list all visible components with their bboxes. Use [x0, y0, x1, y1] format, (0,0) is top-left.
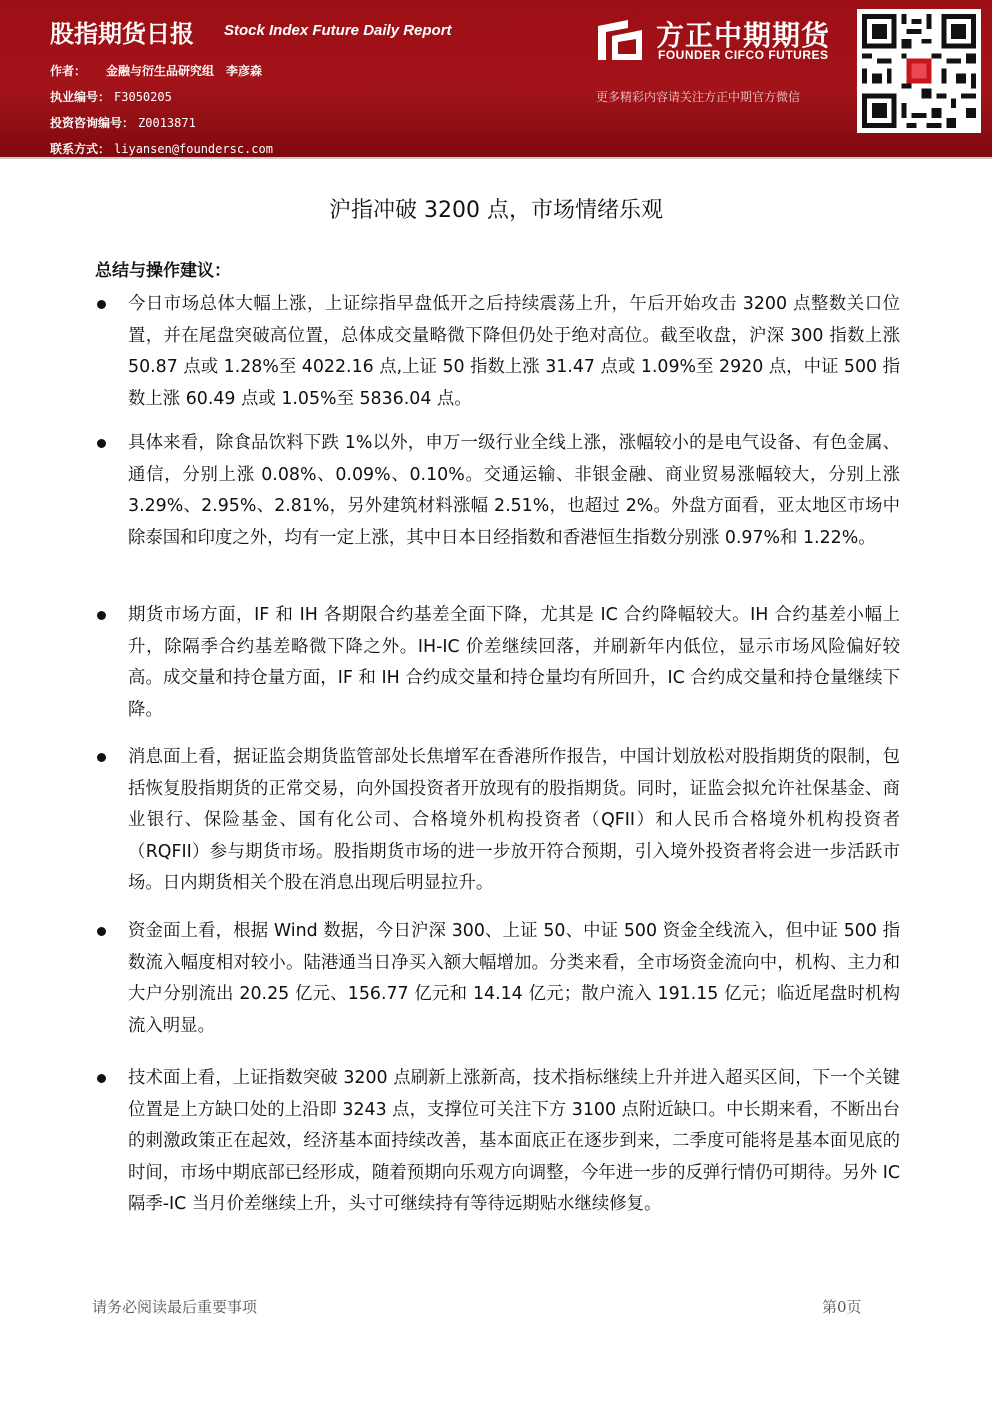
brand-name-en: FOUNDER CIFCO FUTURES — [658, 48, 829, 62]
consult-label: 投资咨询编号： — [50, 116, 135, 130]
author-value: 金融与衍生品研究组 李彦森 — [106, 64, 263, 78]
wechat-qr-code — [857, 9, 981, 133]
bullet-text: 消息面上看，据证监会期货监管部处长焦增军在香港所作报告，中国计划放松对股指期货的限制，包括恢复股指期货的正常交易，向外国投资者开放现有的股指期货。同时，证监会拟允许社保基金、商业银行、保险基金、国有化公司、合格境外机构投资者（QFII）和人民币合格境外机构投资者（RQFII）参与期货市场。股指期货市场的进一步放开符合预期，引入境外投资者将会进一步活跃市场。日内期货相关个股在消息出现后明显拉升。 — [128, 747, 900, 893]
consult-line — [50, 114, 196, 131]
bullet-dot-icon — [97, 1074, 106, 1083]
bullet-dot-icon — [97, 300, 106, 309]
section-heading: 总结与操作建议： — [95, 261, 231, 281]
license-line — [50, 88, 172, 105]
wechat-follow-note: 更多精彩内容请关注方正中期官方微信 — [596, 90, 801, 104]
header-divider — [0, 157, 992, 159]
bullet-text: 期货市场方面，IF 和 IH 各期限合约基差全面下降，尤其是 IC 合约降幅较大。IH 合约基差小幅上升，除隔季合约基差略微下降之外。IH-IC 价差继续回落，并刷新年内低位，显示市场风险偏好较高。成交量和持仓量方面，IF 和 IH 合约成交量和持仓量均有所回升，IC 合约成交量和持仓量继续下降。 — [128, 605, 900, 720]
disclaimer-note: 请务必阅读最后重要事项 — [92, 1298, 258, 1316]
contact-line — [50, 140, 273, 157]
bullet-text: 资金面上看，根据 Wind 数据，今日沪深 300、上证 50、中证 500 资金全线流入，但中证 500 指数流入幅度相对较小。陆港通当日净买入额大幅增加。分类来看，全市场资金流向中，机构、主力和大户分别流出 20.25 亿元、156.77 亿元和 14.14 亿元；散户流入 191.15 亿元；临近尾盘时机构流入明显。 — [128, 921, 900, 1036]
author-line — [50, 62, 262, 79]
bullet-dot-icon — [97, 753, 106, 762]
author-label: 作者： — [50, 64, 87, 78]
report-header — [0, 0, 992, 157]
consult-value: Z0013871 — [138, 116, 196, 130]
founder-logo-icon — [598, 20, 642, 60]
bullet-dot-icon — [97, 611, 106, 620]
license-value: F3050205 — [114, 90, 172, 104]
report-title-cn: 股指期货日报 — [50, 20, 194, 48]
contact-label: 联系方式： — [50, 142, 111, 156]
report-title-en: Stock Index Future Daily Report — [224, 22, 452, 39]
bullet-text: 技术面上看，上证指数突破 3200 点刷新上涨新高，技术指标继续上升并进入超买区间，下一个关键位置是上方缺口处的上沿即 3243 点，支撑位可关注下方 3100 点附近缺口。中长期来看，不断出台的刺激政策正在起效，经济基本面持续改善，基本面底正在逐步到来，二季度可能将是基本面见底的时间，市场中期底部已经形成，随着预期向乐观方向调整，今年进一步的反弹行情仍可期待。另外 IC 隔季-IC 当月价差继续上升，头寸可继续持有等待远期贴水继续修复。 — [128, 1068, 900, 1214]
brand-name-cn: 方正中期期货 — [656, 19, 831, 52]
bullet-dot-icon — [97, 927, 106, 936]
bullet-dot-icon — [97, 439, 106, 448]
license-label: 执业编号： — [50, 90, 111, 104]
page-number: 第0页 — [822, 1298, 862, 1316]
article-title: 沪指冲破 3200 点，市场情绪乐观 — [329, 198, 663, 223]
bullet-text: 具体来看，除食品饮料下跌 1%以外，申万一级行业全线上涨，涨幅较小的是电气设备、有色金属、通信，分别上涨 0.08%、0.09%、0.10%。交通运输、非银金融、商业贸易涨幅较大，分别上涨 3.29%、2.95%、2.81%，另外建筑材料涨幅 2.51%，也超过 2%。外盘方面看，亚太地区市场中除泰国和印度之外，均有一定上涨，其中日本日经指数和香港恒生指数分别涨 0.97%和 1.22%。 — [128, 433, 900, 548]
contact-email: liyansen@foundersc.com — [114, 142, 273, 156]
bullet-text: 今日市场总体大幅上涨，上证综指早盘低开之后持续震荡上升，午后开始攻击 3200 点整数关口位置，并在尾盘突破高位置，总体成交量略微下降但仍处于绝对高位。截至收盘，沪深 300 指数上涨 50.87 点或 1.28%至 4022.16 点,上证 50 指数上涨 31.47 点或 1.09%至 2920 点，中证 500 指数上涨 60.49 点或 1.05%至 5836.04 点。 — [128, 294, 900, 409]
